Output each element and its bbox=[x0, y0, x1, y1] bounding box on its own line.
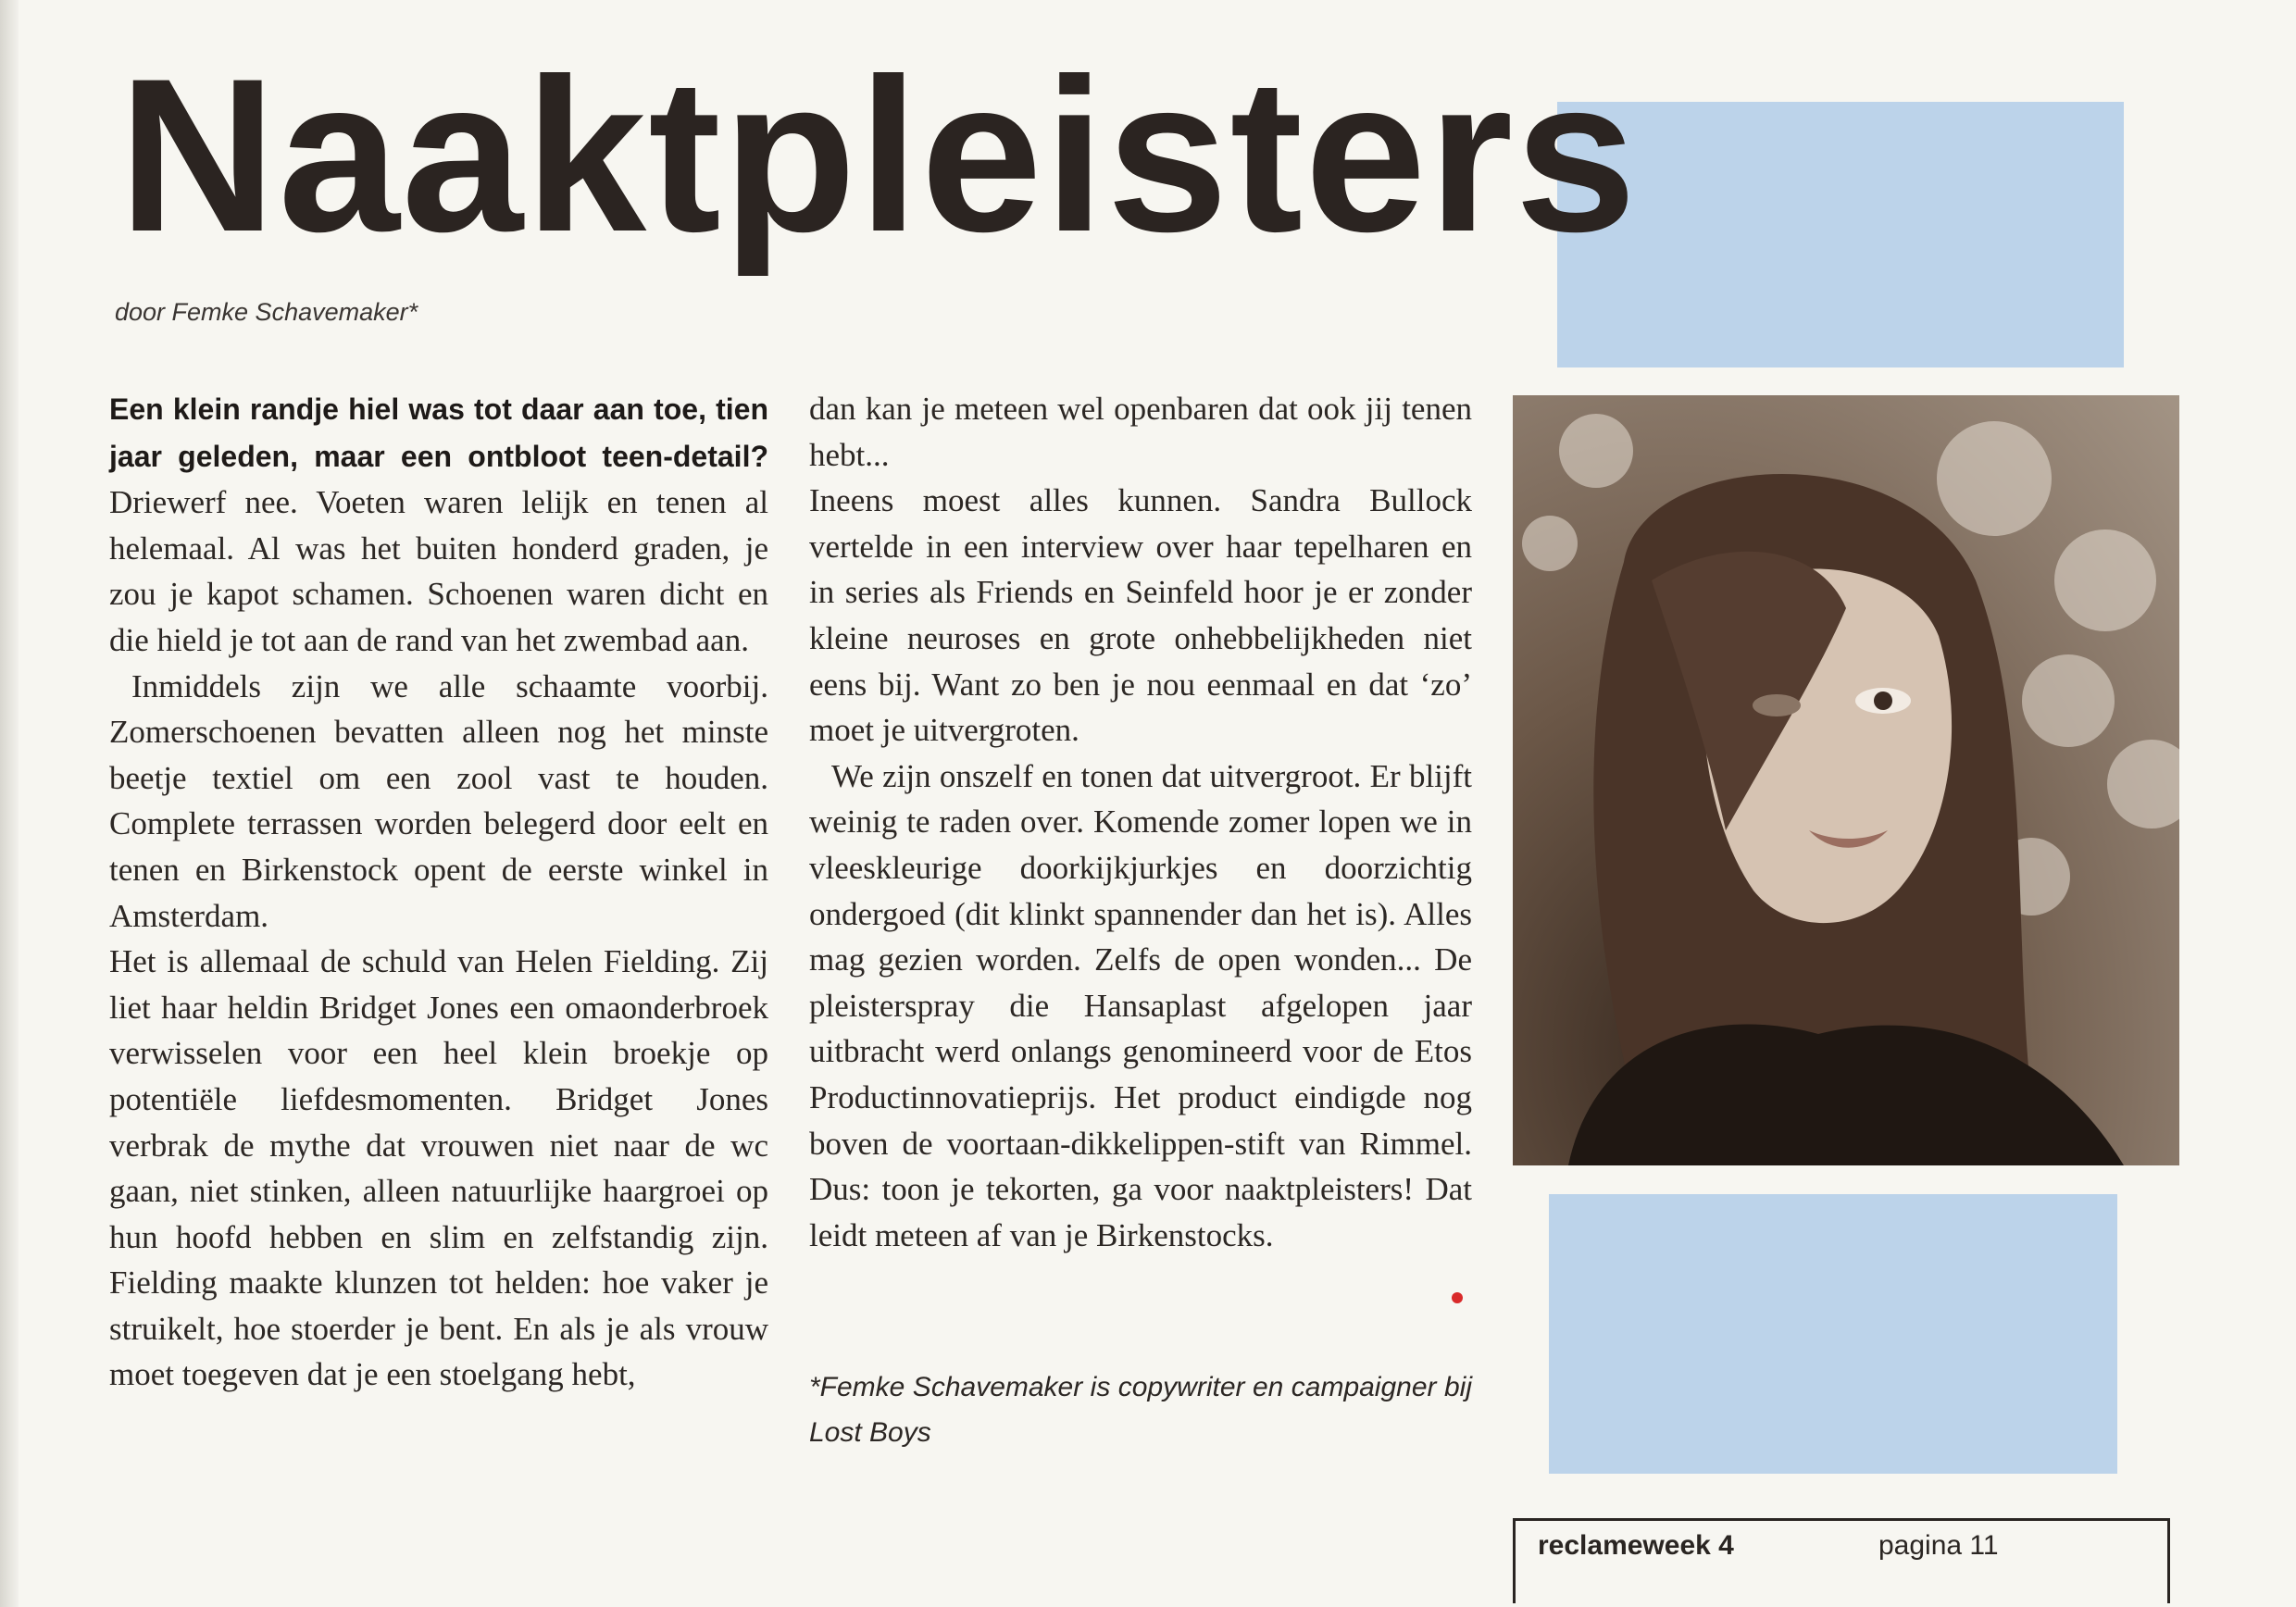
paragraph-6: We zijn onszelf en tonen dat uitvergroot. Er blijft weinig te raden over. Komende zomer lopen we in vleeskleurige doorkijkjurkjes en doorzichtig ondergoed (dit klinkt spannender dan het is). Alles mag gezien worden. Zelfs de open wonden... De pleisterspray die Hansaplast afgelopen jaar uitbracht werd onlangs genomineerd voor de Etos Productinnovatieprijs. Het product eindigde nog boven de voortaan-dikkelippen-stift van Rimmel. Dus: toon je tekorten, ga voor naaktpleisters! Dat leidt meteen af van je Birkenstocks. bbox=[809, 757, 1472, 1253]
paragraph-3: Het is allemaal de schuld van Helen Fielding. Zij liet haar heldin Bridget Jones een omaonderbroek verwisselen voor een heel klein broekje op potentiële liefdesmomenten. Bridget Jones verbrak de mythe dat vrouwen niet naar de wc gaan, niet stinken, alleen natuurlijke haargroei op hun hoofd hebben en slim en zelfstandig zijn. Fielding maakte klunzen tot helden: hoe vaker je struikelt, hoe stoerder je bent. En als je als vrouw moet toegeven dat je een stoelgang hebt, bbox=[109, 943, 768, 1393]
portrait-photo bbox=[1513, 395, 2179, 1165]
lead-text: Een klein randje hiel was tot daar aan toe, tien jaar geleden, maar een ontbloot teen-detail? bbox=[109, 392, 768, 473]
decorative-blue-block-bottom bbox=[1549, 1194, 2117, 1474]
end-mark-dot bbox=[1452, 1292, 1463, 1303]
iris-right bbox=[1874, 691, 1892, 710]
portrait-illustration bbox=[1513, 395, 2179, 1165]
decorative-blue-block-top bbox=[1557, 102, 2124, 367]
article-column-right bbox=[809, 386, 1472, 1258]
page-footer bbox=[1513, 1518, 2170, 1603]
article-title: Naaktpleisters bbox=[119, 33, 1639, 278]
paragraph-5: Ineens moest alles kunnen. Sandra Bullock vertelde in een interview over haar tepelharen en in series als Friends en Seinfeld hoor je er zonder kleine neuroses en grote onhebbelijkheden niet eens bij. Want zo ben je nou eenmaal en dat ‘zo’ moet je uitvergroten. bbox=[809, 482, 1472, 749]
page-number: pagina 11 bbox=[1878, 1530, 1999, 1561]
paragraph-2: Inmiddels zijn we alle schaamte voorbij. Zomerschoenen bevatten alleen nog het minste beetje textiel om een zool vast te houden. Complete terrassen worden belegerd door eelt en tenen en Birkenstock opent de eerste winkel in Amsterdam. bbox=[109, 667, 768, 934]
paragraph-1 bbox=[109, 386, 768, 664]
page-edge bbox=[0, 0, 19, 1607]
article-column-left bbox=[109, 386, 768, 1398]
paragraph-1-text: Driewerf nee. Voeten waren lelijk en tenen al helemaal. Al was het buiten honderd graden, je zou je kapot schamen. Schoenen waren dicht en die hield je tot aan de rand van het zwembad aan. bbox=[109, 484, 768, 658]
article-byline: door Femke Schavemaker* bbox=[115, 298, 418, 326]
magazine-name: reclameweek 4 bbox=[1538, 1530, 1734, 1561]
eye-left bbox=[1753, 694, 1801, 716]
paragraph-4: dan kan je meteen wel openbaren dat ook jij tenen hebt... bbox=[809, 391, 1472, 473]
author-footnote: *Femke Schavemaker is copywriter en campaigner bij Lost Boys bbox=[809, 1372, 1472, 1448]
